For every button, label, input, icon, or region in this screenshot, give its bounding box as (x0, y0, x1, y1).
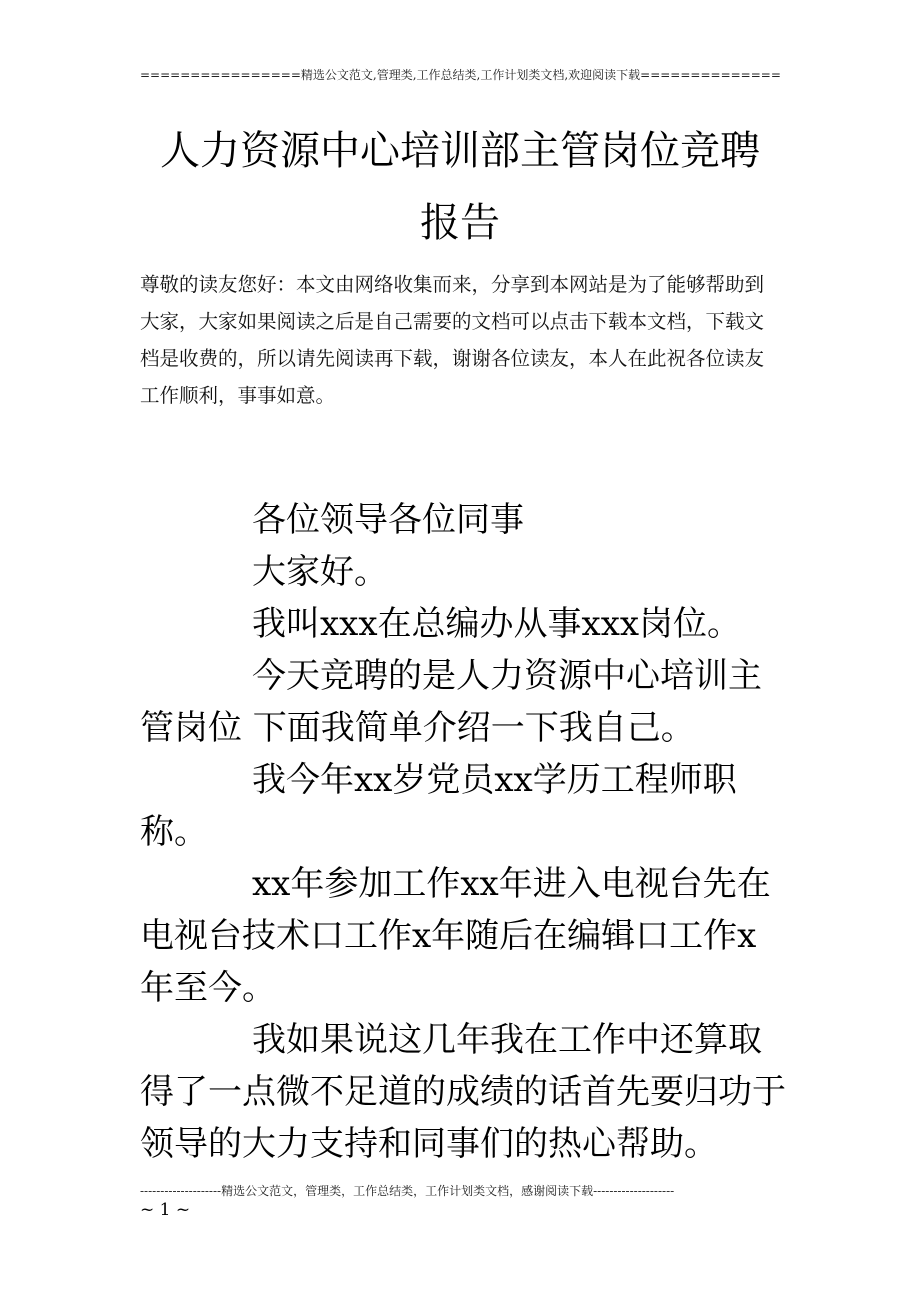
body-paragraph: 各位领导各位同事 (252, 500, 524, 540)
body-paragraph: 大家好。 (252, 552, 388, 592)
page-number: ~ 1 ~ (140, 1200, 191, 1220)
document-title-line-2: 报告 (420, 200, 500, 246)
document-body (140, 494, 790, 1170)
reader-notice: 尊敬的读友您好：本文由网络收集而来，分享到本网站是为了能够帮助到大家，大家如果阅读之后是自己需要的文档可以点击下载本文档，下载文档是收费的，所以请先阅读再下载，谢谢各位读友，本人在此祝各位读友工作顺利，事事如意。 (140, 273, 765, 407)
header-banner: ================精选公文范文,管理类,工作总结类,工作计划类文档,欢迎阅读下载============== (140, 68, 781, 82)
document-title-line-1: 人力资源中心培训部主管岗位竞聘 (160, 128, 760, 174)
body-paragraph: 我如果说这几年我在工作中还算取得了一点微不足道的成绩的话首先要归功于领导的大力支持和同事们的热心帮助。 (140, 1020, 786, 1164)
body-paragraph: 今天竞聘的是人力资源中心培训主管岗位 下面我简单介绍一下我自己。 (140, 656, 762, 748)
body-paragraph: xx年参加工作xx年进入电视台先在电视台技术口工作x年随后在编辑口工作x年至今。 (140, 864, 771, 1008)
body-paragraph: 我今年xx岁党员xx学历工程师职称。 (140, 760, 737, 852)
footer-banner: --------------------精选公文范文，管理类，工作总结类，工作计划类文档，感谢阅读下载-------------------- (140, 1184, 675, 1198)
body-paragraph: 我叫xxx在总编办从事xxx岗位。 (252, 604, 742, 644)
